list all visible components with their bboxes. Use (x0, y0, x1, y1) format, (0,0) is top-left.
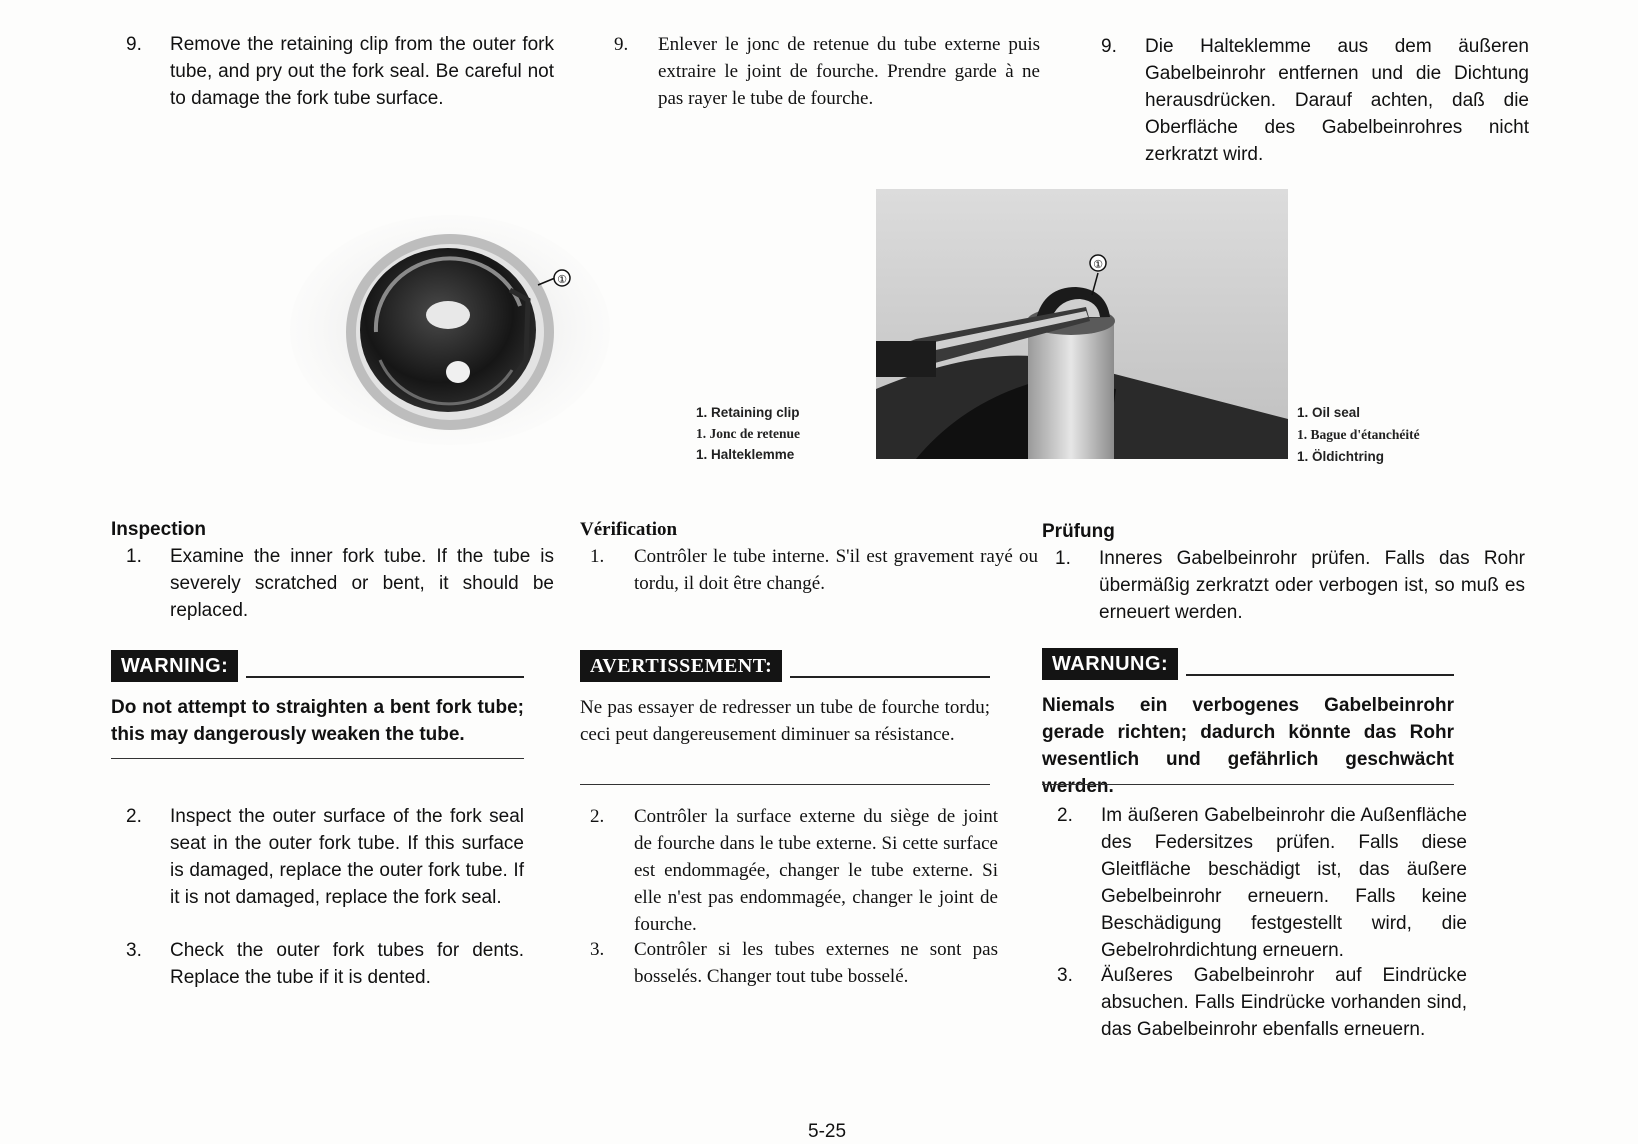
warning-text-fr: Ne pas essayer de redresser un tube de fourche tordu; ceci peut dangereusement diminuer sa résistance. (580, 697, 990, 745)
warning-text-de: Niemals ein verbogenes Gabelbeinrohr gerade richten; dadurch könnte das Rohr wesentlich und gefährlich geschwächt werden. (1042, 695, 1454, 797)
step-text: Im äußeren Gabelbeinrohr die Außenfläche des Federsitzes prüfen. Falls diese Gleitfläche beschädigt ist, das äußere Gebelbeinrohr erneuern. Falls keine Beschädigung festgestellt wird, die Gebelrohrdichtung erneuern. (1101, 805, 1467, 961)
retaining-clip-photo (280, 210, 620, 480)
warning-text-en: Do not attempt to straighten a bent fork tube; this may dangerously weaken the tube. (111, 697, 524, 745)
warning-label: WARNING: (111, 650, 238, 682)
warning-rule (1186, 652, 1454, 676)
inspection-heading-fr: Vérification (580, 519, 678, 540)
inspection-heading-en: Inspection (111, 519, 207, 540)
warning-end-rule (580, 784, 990, 785)
figure1-caption-en: 1. Retaining clip (696, 405, 800, 420)
oil-seal-photo (876, 189, 1288, 459)
step-text: Äußeres Gabelbeinrohr auf Eindrücke absuchen. Falls Eindrücke vorhanden sind, das Gabelbeinrohr ebenfalls erneuern. (1101, 965, 1467, 1040)
page-number: 5-25 (808, 1121, 847, 1142)
warning-rule (790, 654, 990, 678)
figure2-caption-fr: 1. Bague d'étanchéité (1297, 427, 1420, 442)
figure2-caption-de: 1. Öldichtring (1297, 449, 1385, 464)
step-number: 1. (1055, 548, 1071, 569)
inspection-heading-de: Prüfung (1042, 521, 1115, 542)
step-text: Enlever le jonc de retenue du tube externe puis extraire le joint de fourche. Prendre garde à ne pas rayer le tube de fourche. (658, 34, 1040, 109)
step-text: Contrôler la surface externe du siège de joint de fourche dans le tube externe. Si cette surface est endommagée, changer le tube externe. Si elle n'est pas endommagée, changer le joint de fourche. (634, 806, 998, 935)
warning-label: WARNUNG: (1042, 648, 1178, 680)
step-number: 1. (126, 546, 142, 567)
step-number: 9. (126, 34, 142, 55)
step-number: 2. (1057, 805, 1073, 826)
warning-end-rule (111, 758, 524, 759)
step-text: Contrôler le tube interne. S'il est gravement rayé ou tordu, il doit être changé. (634, 546, 1038, 594)
step-number: 9. (614, 34, 629, 55)
warning-header-en (111, 650, 524, 682)
warning-header-fr (580, 650, 990, 682)
figure2-caption-en: 1. Oil seal (1297, 405, 1361, 420)
step-text: Inspect the outer surface of the fork seal seat in the outer fork tube. If this surface is damaged, replace the outer fork tube. If it is not damaged, replace the fork seal. (170, 806, 524, 908)
step-number: 2. (126, 806, 142, 827)
step-number: 3. (590, 939, 605, 960)
warning-rule (246, 654, 524, 678)
step-text: Die Halteklemme aus dem äußeren Gabelbeinrohr entfernen und die Dichtung herausdrücken. Darauf achten, daß die Oberfläche des Gabelbeinrohres nicht zerkratzt wird. (1145, 36, 1529, 165)
step-number: 2. (590, 806, 605, 827)
step-number: 3. (126, 940, 142, 961)
warning-end-rule (1042, 784, 1454, 785)
callout-number: ① (557, 273, 567, 286)
figure1-caption-fr: 1. Jonc de retenue (696, 426, 800, 441)
step-number: 9. (1101, 36, 1117, 57)
step-text: Inneres Gabelbeinrohr prüfen. Falls das Rohr übermäßig zerkratzt oder verbogen ist, so muß es erneuert werden. (1099, 548, 1525, 623)
step-text: Examine the inner fork tube. If the tube is severely scratched or bent, it should be replaced. (170, 546, 554, 621)
step-text: Remove the retaining clip from the outer fork tube, and pry out the fork seal. Be careful not to damage the fork tube surface. (170, 34, 554, 109)
step-number: 1. (590, 546, 605, 567)
step-number: 3. (1057, 965, 1073, 986)
callout-number: ① (1093, 258, 1103, 271)
figure1-caption-de: 1. Halteklemme (696, 447, 795, 462)
step-text: Check the outer fork tubes for dents. Replace the tube if it is dented. (170, 940, 524, 988)
step-text: Contrôler si les tubes externes ne sont pas bosselés. Changer tout tube bosselé. (634, 939, 998, 987)
warning-label: AVERTISSEMENT: (580, 650, 782, 682)
warning-header-de (1042, 648, 1454, 680)
